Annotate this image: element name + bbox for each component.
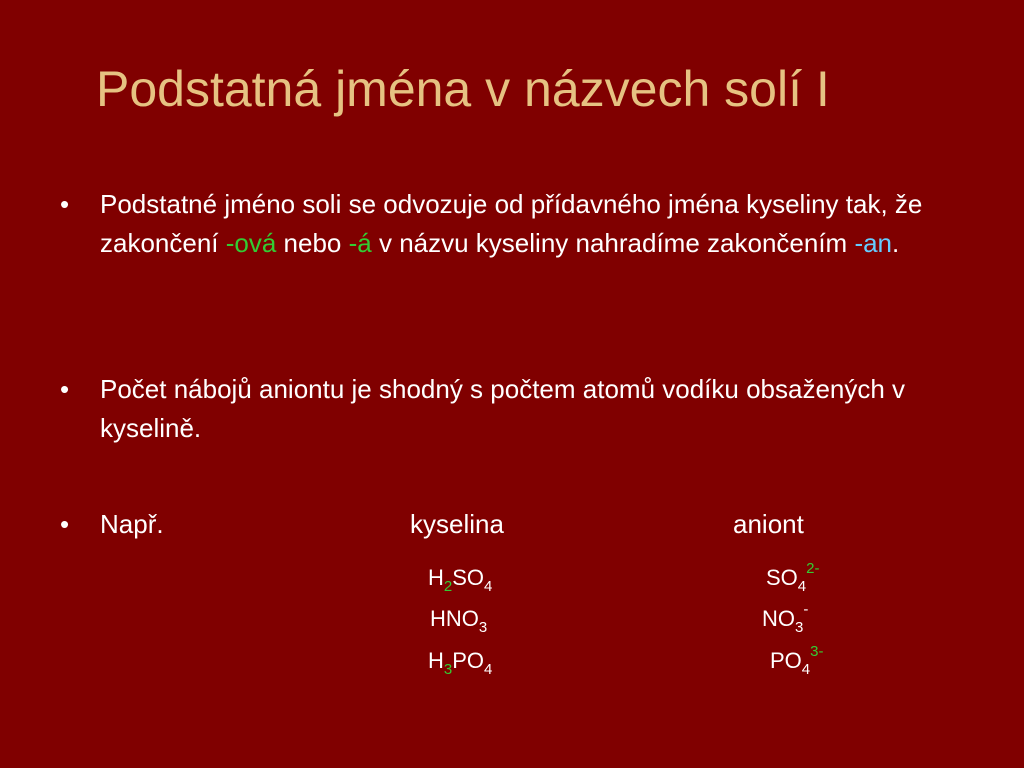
acid-formula-h3po4 [428, 648, 493, 678]
column-header-acid: kyselina [410, 509, 504, 539]
example-label: Např. [100, 509, 164, 539]
suffix-an: -an [854, 228, 893, 258]
acid-formula-h2so4 [428, 565, 493, 595]
suffix-a: -á [348, 228, 372, 258]
formula-index: 3 [795, 619, 804, 636]
formula-charge: - [803, 601, 809, 618]
formula-charge: 3- [810, 643, 824, 660]
formula-part: H [428, 565, 444, 590]
bullet-item-suffix-rule [60, 185, 980, 263]
formula-index: 4 [484, 661, 493, 678]
formula-index: 4 [801, 661, 811, 678]
formula-charge: 2- [806, 560, 820, 577]
bullet-mark: • [60, 189, 70, 219]
bullet1-part4: . [892, 228, 900, 258]
formula-part: PO [452, 648, 485, 673]
bullet1-part3: v názvu kyseliny nahradíme zakončením [371, 228, 855, 258]
formula-index: 2 [443, 578, 453, 595]
bullet-item-charge-rule [60, 370, 980, 448]
formula-part: PO [770, 648, 802, 673]
bullet-mark: • [60, 374, 70, 404]
bullet-text [100, 185, 980, 263]
slide-title: Podstatná jména v názvech solí I [96, 61, 830, 117]
bullet-item-example [60, 505, 960, 544]
anion-formula-po4 [770, 643, 824, 678]
formula-index: 3 [443, 661, 453, 678]
bullet1-part2: nebo [276, 228, 349, 258]
anion-formula-no3 [762, 601, 809, 636]
formula-part: SO [452, 565, 485, 590]
suffix-ova: -ová [225, 228, 277, 258]
formula-index: 3 [478, 619, 488, 636]
formula-index: 4 [797, 578, 807, 595]
bullet-mark: • [60, 509, 70, 539]
bullet1-part1: Podstatné jméno soli se odvozuje od přídavného jména kyseliny tak, že zakončení [100, 189, 923, 258]
formula-part: SO [766, 565, 798, 590]
bullet-text: Počet nábojů aniontu je shodný s počtem atomů vodíku obsažených v kyselině. [100, 374, 906, 443]
column-header-anion: aniont [733, 509, 804, 539]
formula-part: H [428, 648, 444, 673]
formula-part: HNO [430, 606, 479, 631]
formula-index: 4 [484, 578, 493, 595]
formula-part: NO [762, 606, 795, 631]
anion-formula-so4 [766, 560, 820, 595]
acid-formula-hno3 [430, 606, 488, 636]
